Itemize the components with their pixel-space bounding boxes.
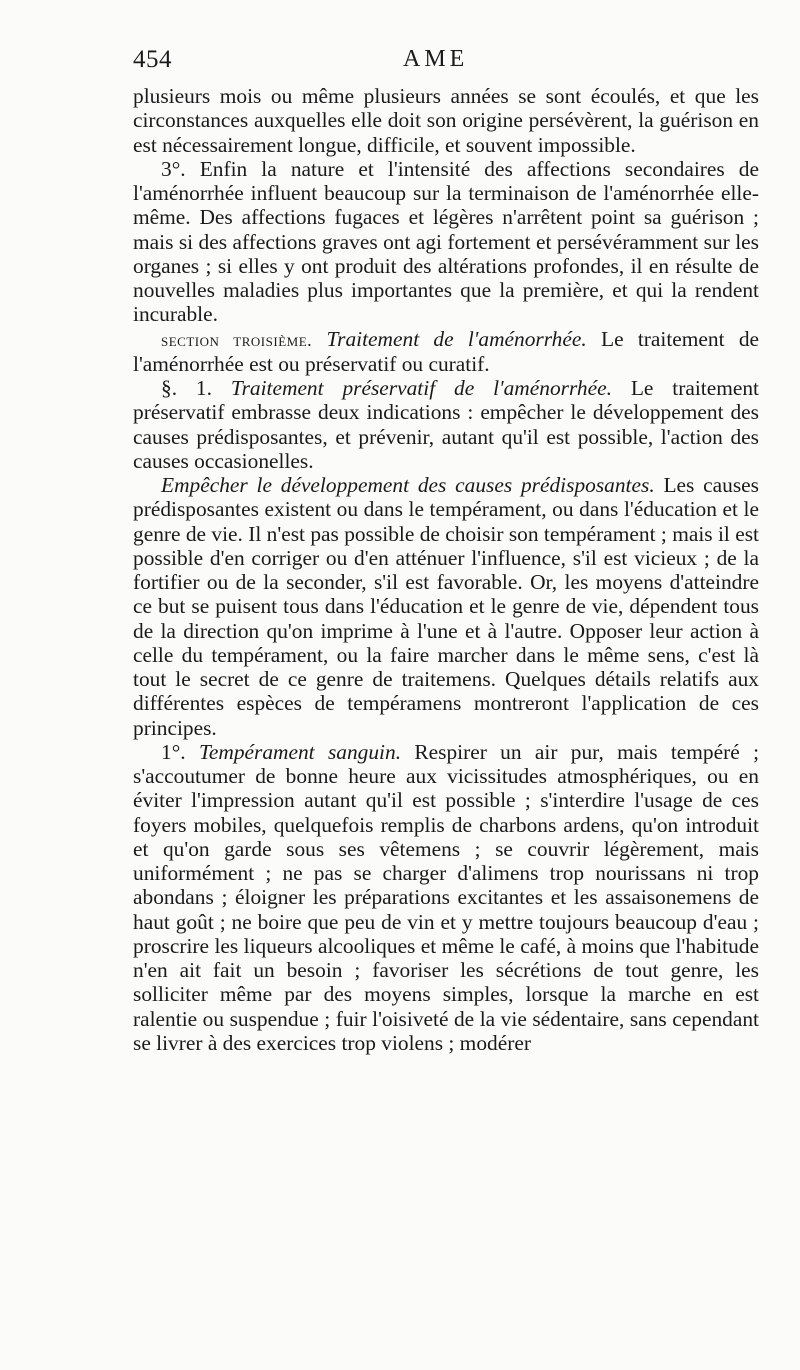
subsection-title: Traitement préservatif de l'aménorrhée. (230, 376, 612, 400)
paragraph-text: plusieurs mois ou même plusieurs années se sont écoulés, et que les circonstances auxquelles elle doit son origine persévèrent, la guérison en est nécessairement longue, difficile, et souvent impossible. (133, 84, 759, 157)
paragraph-text: Le traitement de l'aménorrhée est ou préservatif ou curatif. (133, 326, 760, 376)
paragraph (133, 473, 759, 740)
subsection-number: §. 1. (161, 376, 212, 400)
section-title: Traitement de l'aménorrhée. (326, 326, 587, 351)
section-label: section troisième. (161, 329, 313, 350)
page-number: 454 (133, 46, 172, 73)
subsection-paragraph (133, 376, 759, 473)
paragraph-text: Respirer un air pur, mais tempéré ; s'accoutumer de bonne heure aux vicissitudes atmosphériques, ou en éviter l'impression autant qu'il est possible ; s'interdire l'usage de ces foyers mobiles, quelquefois remplis de charbons ardens, qu'on introduit et qu'on garde sous ses vêtemens ; se couvrir légèrement, mais uniformément ; ne pas se charger d'alimens trop nourissans ni trop abondans ; éloigner les préparations excitantes et les assaisonemens de haut goût ; ne boire que peu de vin et y mettre toujours beaucoup d'eau ; proscrire les liqueurs alcooliques et même le café, à moins que l'habitude n'en ait fait un besoin ; favoriser les sécrétions de tout genre, les solliciter même par des moyens simples, lorsque la marche en est ralentie ou suspendue ; fuir l'oisiveté de la vie sédentaire, sans cependant se livrer à des exercices trop violens ; modérer (133, 739, 760, 1055)
paragraph-heading: Empêcher le développement des causes prédisposantes. (161, 473, 655, 497)
section-paragraph (133, 327, 759, 377)
paragraph-text: Les causes prédisposantes existent ou dans le tempérament, ou dans l'éducation et le genre de vie. Il n'est pas possible de choisir son tempérament ; mais il est possible d'en corriger ou d'en atténuer l'influence, s'il est vicieux ; de la fortifier ou de la seconder, s'il est favorable. Or, les moyens d'atteindre ce but se puisent tous dans l'éducation et le genre de vie, dépendent tous de la direction qu'on imprime à l'une et à l'autre. Opposer leur action à celle du tempérament, ou la faire marcher dans le même sens, c'est là tout le secret de ce genre de traitemens. Quelques détails relatifs aux différentes espèces de tempéramens montreront l'application de ces principes. (133, 473, 759, 740)
paragraph-text: 3°. Enfin la nature et l'intensité des affections secondaires de l'aménorrhée influent beaucoup sur la terminaison de l'aménorrhée elle-même. Des affections fugaces et légères n'arrêtent point sa guérison ; mais si des affections graves ont agi fortement et persévéramment sur les organes ; si elles y ont produit des altérations profondes, il en résulte de nouvelles maladies plus importantes que la première, et qui la rendent incurable. (133, 156, 759, 327)
page-header (133, 46, 761, 82)
paragraph (133, 740, 759, 1055)
item-heading: Tempérament sanguin. (198, 739, 402, 764)
paragraph (133, 84, 759, 157)
paragraph-text: Le traitement préservatif embrasse deux indications : empêcher le développement des causes prédisposantes, et prévenir, autant qu'il est possible, l'action des causes occasionelles. (133, 376, 759, 473)
body-text (133, 84, 759, 1055)
item-number: 1°. (161, 739, 186, 764)
paragraph (133, 157, 759, 327)
running-title: AME (403, 46, 469, 72)
